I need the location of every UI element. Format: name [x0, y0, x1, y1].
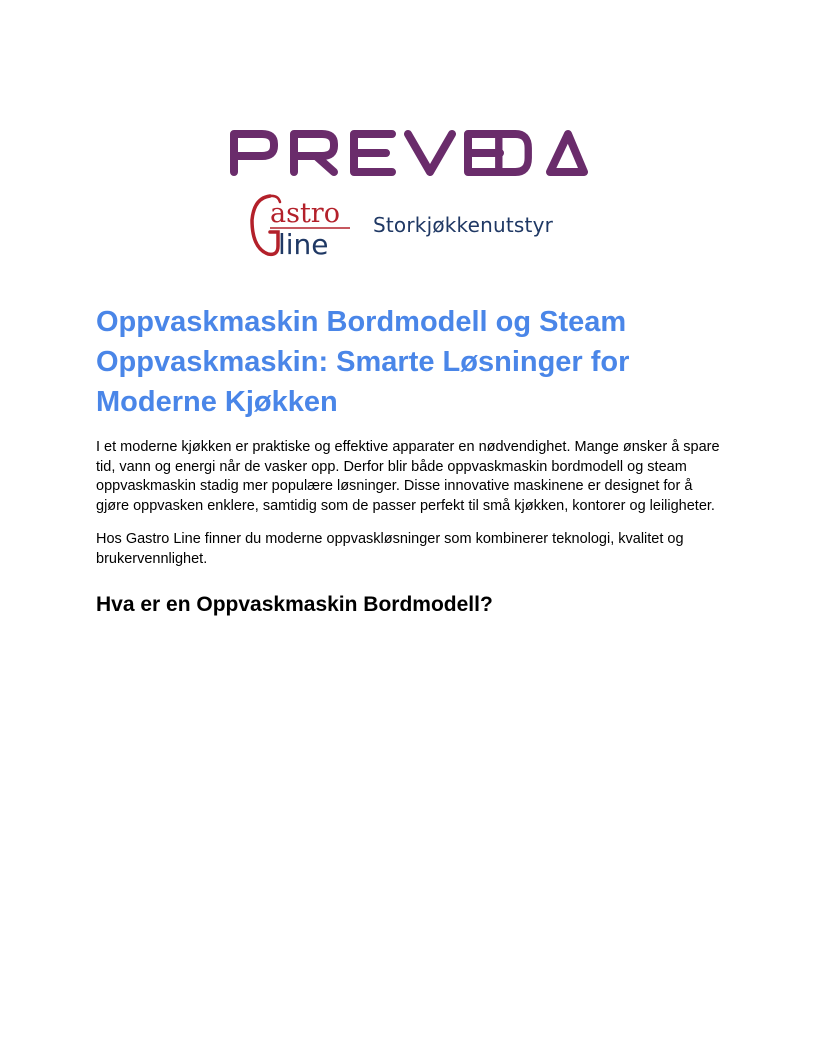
- gastro-line-paragraph: Hos Gastro Line finner du moderne oppvaskløsninger som kombinerer teknologi, kvalitet og brukervennlighet.: [96, 531, 684, 567]
- article-title: Oppvaskmaskin Bordmodell og Steam Oppvaskmaskin: Smarte Løsninger for Moderne Kjøkken: [96, 306, 630, 418]
- intro-paragraph: I et moderne kjøkken er praktiske og effektive apparater en nødvendighet. Mange ønsker å spare tid, vann og energi når de vasker opp. Derfor blir både oppvaskmaskin bordmodell og steam oppvaskmaskin stadig mer populære løsninger. Disse innovative maskinene er designet for å gjøre oppvasken enklere, samtidig som de passer perfekt til små kjøkken, kontorer og leiligheter.: [96, 439, 720, 514]
- article: [96, 302, 720, 619]
- svg-text:astro: astro: [270, 198, 340, 229]
- svg-text:line: line: [278, 228, 329, 258]
- tagline: Storkjøkkenutstyr: [373, 213, 554, 237]
- preveda-logo: [228, 128, 588, 176]
- section-heading: Hva er en Oppvaskmaskin Bordmodell?: [96, 593, 493, 616]
- gastro-line-logo: [248, 192, 352, 258]
